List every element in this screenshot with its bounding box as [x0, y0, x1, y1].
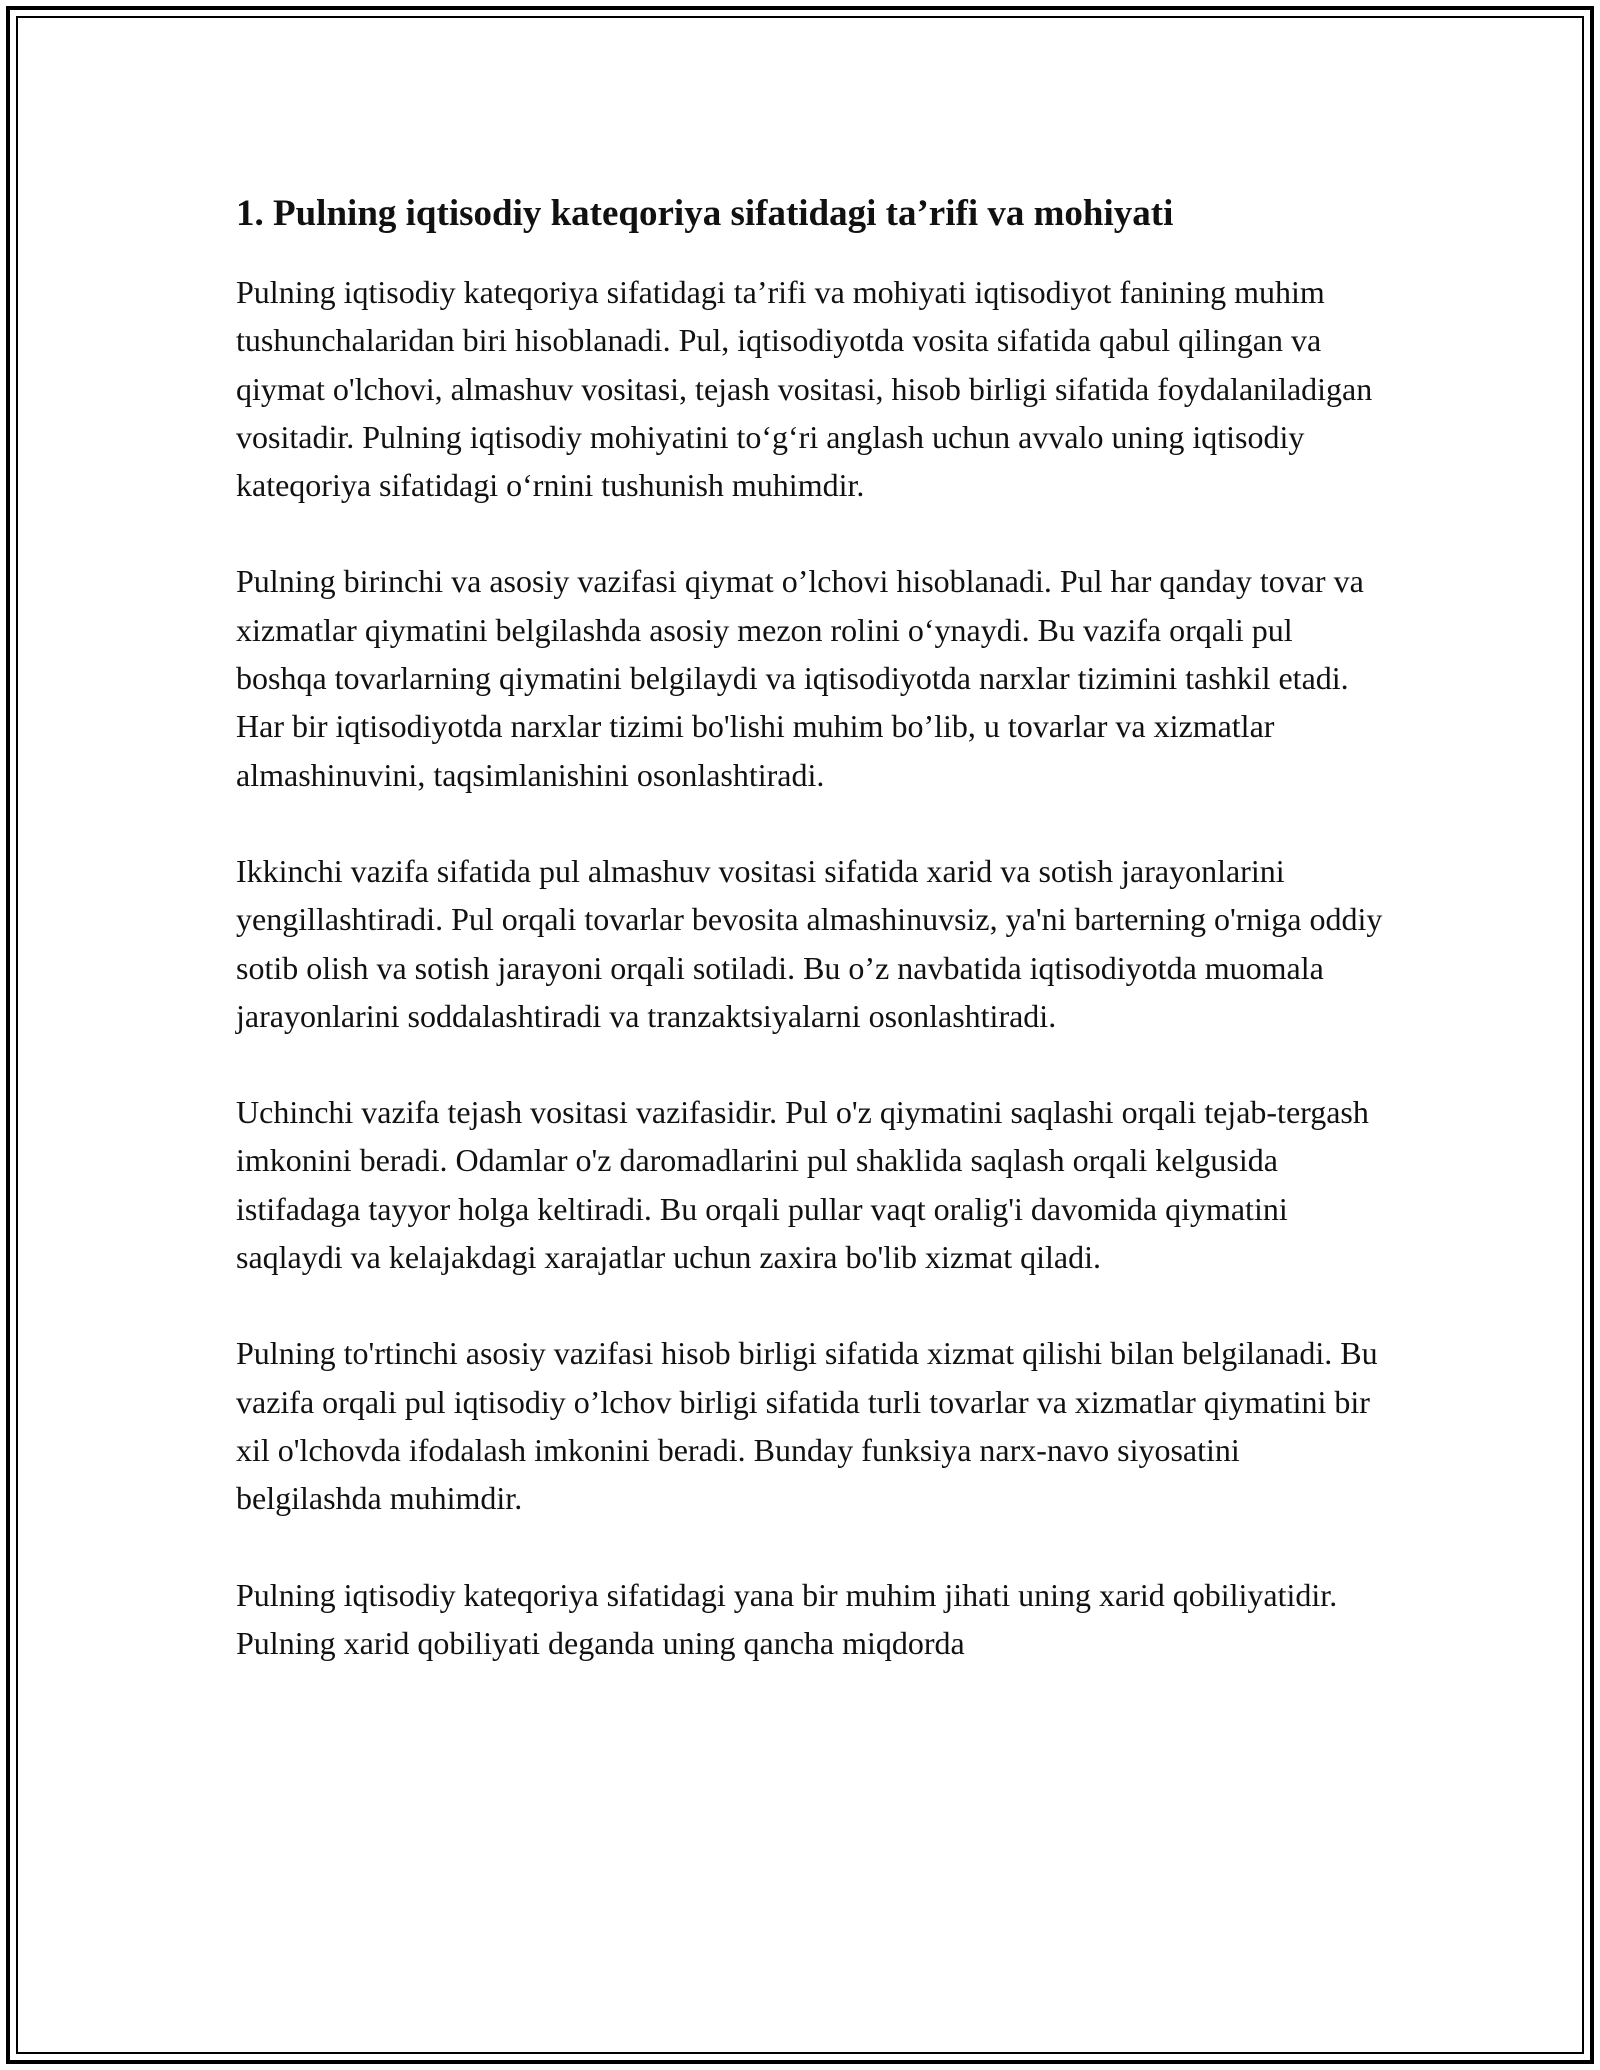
paragraph-measure-of-value: Pulning birinchi va asosiy vazifasi qiymat o’lchovi hisoblanadi. Pul har qanday tovar va xizmatlar qiymatini belgilashda asosiy mezon rolini o‘ynaydi. Bu vazifa orqali pul boshqa tovarlarning qiymatini belgilaydi va iqtisodiyotda narxlar tizimini tashkil etadi. Har bir iqtisodiyotda narxlar tizimi bo'lishi muhim bo’lib, u tovarlar va xizmatlar almashinuvini, taqsimlanishini osonlashtiradi. — [236, 563, 1364, 793]
paragraph-unit-of-account: Pulning to'rtinchi asosiy vazifasi hisob birligi sifatida xizmat qilishi bilan belgilanadi. Bu vazifa orqali pul iqtisodiy o’lchov birligi sifatida turli tovarlar va xizmatlar qiymatini bir xil o'lchovda ifodalash imkonini beradi. Bunday funksiya narx-navo siyosatini belgilashda muhimdir. — [236, 1335, 1378, 1517]
paragraph-purchasing-power: Pulning iqtisodiy kateqoriya sifatidagi yana bir muhim jihati uning xarid qobiliyatidir. Pulning xarid qobiliyati deganda uning qancha miqdorda — [236, 1576, 1338, 1661]
section-heading: 1. Pulning iqtisodiy kateqoriya sifatidagi ta’rifi va mohiyati — [236, 193, 1174, 234]
document-body — [236, 186, 1386, 1715]
paragraph-medium-of-exchange: Ikkinchi vazifa sifatida pul almashuv vositasi sifatida xarid va sotish jarayonlarini yengillashtiradi. Pul orqali tovarlar bevosita almashinuvsiz, ya'ni barterning o'rniga oddiy sotib olish va sotish jarayoni orqali sotiladi. Bu o’z navbatida iqtisodiyotda muomala jarayonlarini soddalashtiradi va tranzaktsiyalarni osonlashtiradi. — [236, 852, 1383, 1034]
paragraph-definition: Pulning iqtisodiy kateqoriya sifatidagi ta’rifi va mohiyati iqtisodiyot fanining muhim tushunchalaridan biri hisoblanadi. Pul, iqtisodiyotda vosita sifatida qabul qilingan va qiymat o'lchovi, almashuv vositasi, tejash vositasi, hisob birligi sifatida foydalaniladigan vositadir. Pulning iqtisodiy mohiyatini to‘g‘ri anglash uchun avvalo uning iqtisodiy kateqoriya sifatidagi o‘rnini tushunish muhimdir. — [236, 274, 1373, 504]
paragraph-store-of-value: Uchinchi vazifa tejash vositasi vazifasidir. Pul o'z qiymatini saqlashi orqali tejab-tergash imkonini beradi. Odamlar o'z daromadlarini pul shaklida saqlash orqali kelgusida istifadaga tayyor holga keltiradi. Bu orqali pullar vaqt oralig'i davomida qiymatini saqlaydi va kelajakdagi xarajatlar uchun zaxira bo'lib xizmat qiladi. — [236, 1094, 1369, 1276]
